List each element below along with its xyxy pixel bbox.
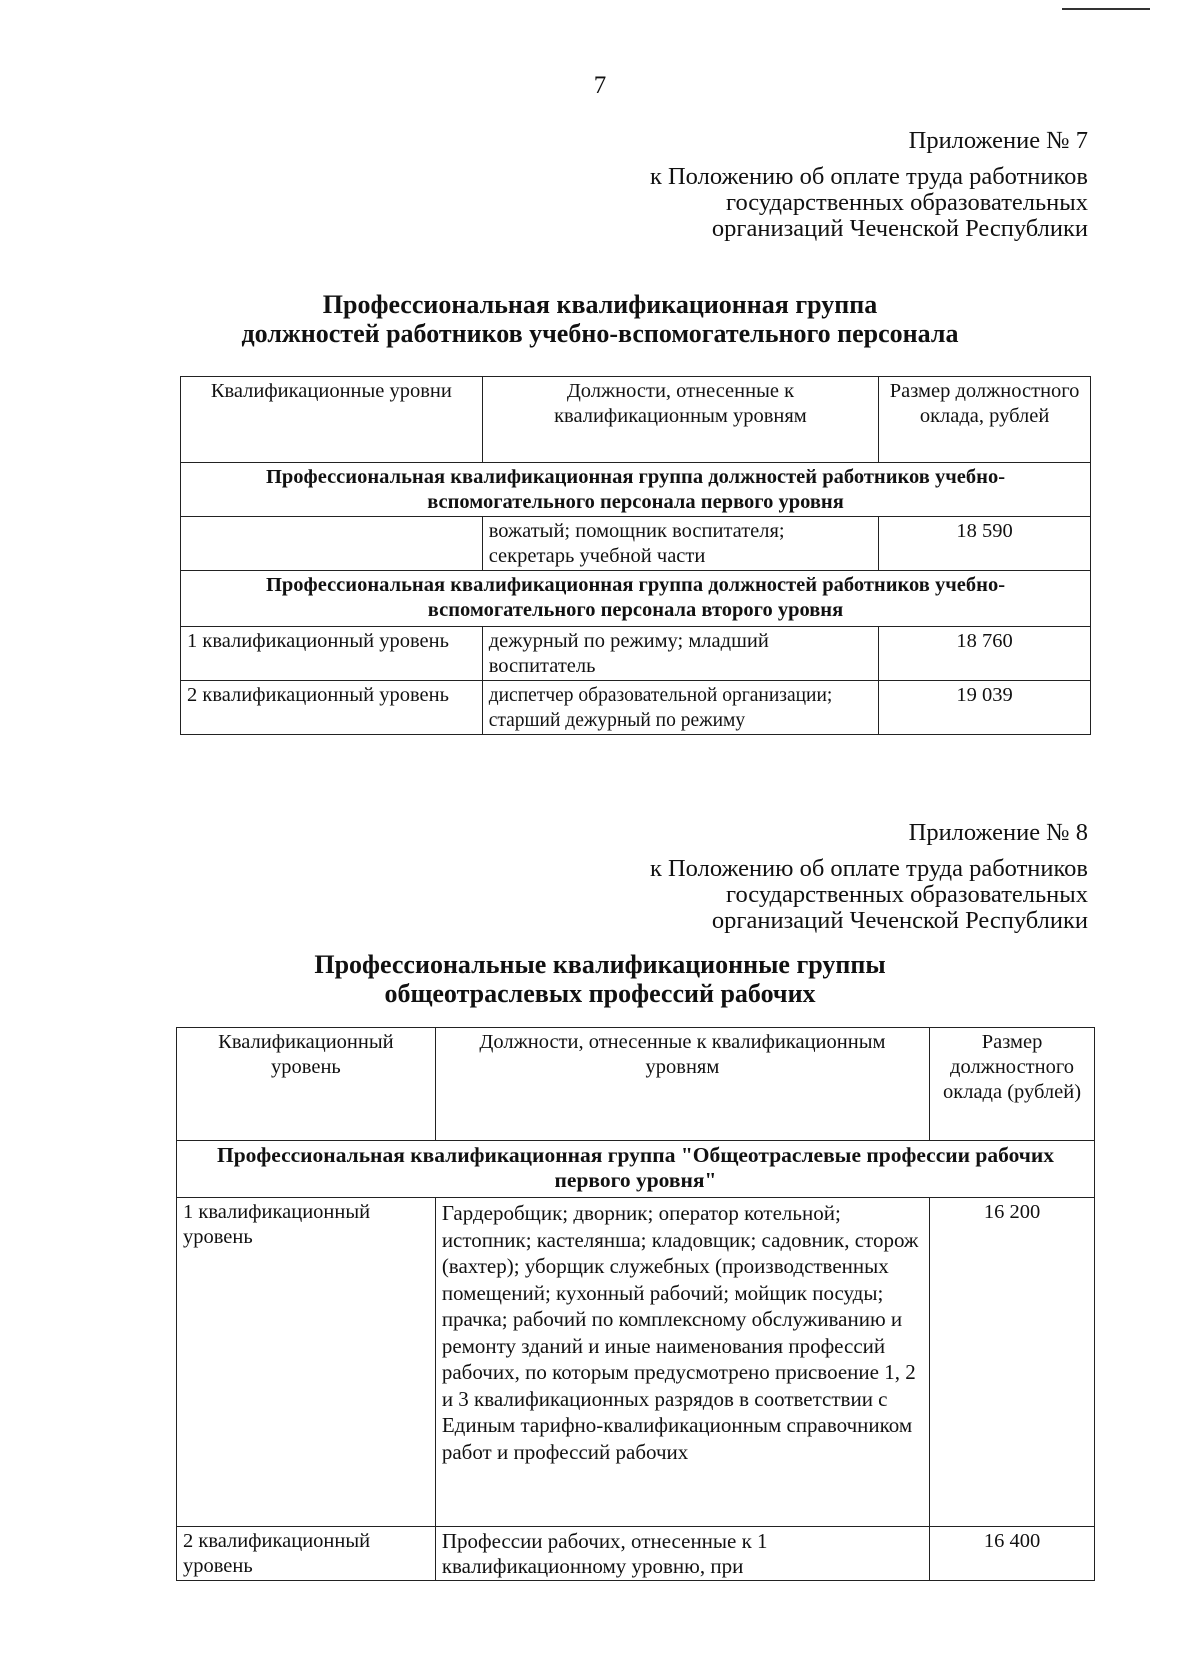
appendix-7-line: государственных образовательных (726, 189, 1088, 216)
salary-cell: 18 590 (879, 517, 1091, 571)
appendix-7-line: организаций Чеченской Республики (711, 215, 1088, 242)
salary-cell: 18 760 (879, 627, 1091, 681)
table-row (181, 517, 1091, 571)
salary-cell: 16 400 (930, 1527, 1095, 1581)
appendix-8-number: Приложение № 8 (908, 819, 1088, 846)
appendix-7-title (0, 290, 1200, 348)
header-cell-positions: Должности, отнесенные к квалификационным уровням (482, 377, 878, 463)
table-header-row (177, 1028, 1095, 1141)
group-row (177, 1141, 1095, 1198)
table-row (181, 681, 1091, 735)
positions-cell: Гардеробщик; дворник; оператор котельной; истопник; кастелянша; кладовщик; садовник, сторож (вахтер); уборщик служебных (производственных помещений; кухонный рабочий; мойщик посуды; прачка; рабочий по комплексному обслуживанию и ремонту зданий и иные наименования профессий рабочих, по которым предусмотрено присвоение 1, 2 и 3 квалификационных разрядов в соответствии с Единым тарифно-квалификационным справочником работ и профессий рабочих (435, 1198, 929, 1527)
appendix-8-header (650, 820, 1088, 934)
positions-cell: дежурный по режиму; младший воспитатель (482, 627, 878, 681)
title-line: общеотраслевых профессий рабочих (384, 979, 816, 1008)
table-row (177, 1198, 1095, 1527)
table-row (181, 627, 1091, 681)
table-row (177, 1527, 1095, 1581)
positions-cell: Профессии рабочих, отнесенные к 1 квалификационному уровню, при (435, 1527, 929, 1581)
salary-cell: 19 039 (879, 681, 1091, 735)
title-line: Профессиональные квалификационные группы (314, 950, 886, 979)
appendix-8-title (0, 950, 1200, 1008)
appendix-7-table (180, 376, 1091, 735)
group-row (181, 463, 1091, 517)
group-title: Профессиональная квалификационная группа должностей работников учебно-вспомогательного персонала первого уровня (181, 463, 1091, 517)
group-title: Профессиональная квалификационная группа должностей работников учебно-вспомогательного персонала второго уровня (181, 571, 1091, 627)
title-line: должностей работников учебно-вспомогательного персонала (241, 319, 959, 348)
positions-cell: вожатый; помощник воспитателя; секретарь учебной части (482, 517, 878, 571)
header-cell-salary: Размер должностного оклада (рублей) (930, 1028, 1095, 1141)
page-number: 7 (593, 72, 607, 99)
header-cell-positions: Должности, отнесенные к квалификационным уровням (435, 1028, 929, 1141)
header-cell-level: Квалификационный уровень (177, 1028, 436, 1141)
header-cell-level: Квалификационные уровни (181, 377, 483, 463)
group-row (181, 571, 1091, 627)
table-header-row (181, 377, 1091, 463)
salary-cell: 16 200 (930, 1198, 1095, 1527)
level-cell: 2 квалификационный уровень (177, 1527, 436, 1581)
appendix-8-line: государственных образовательных (726, 881, 1088, 908)
appendix-7-header (650, 128, 1088, 242)
corner-rule (1062, 8, 1150, 10)
appendix-7-number: Приложение № 7 (908, 127, 1088, 154)
appendix-8-line: организаций Чеченской Республики (711, 907, 1088, 934)
positions-cell: диспетчер образовательной организации; старший дежурный по режиму (482, 681, 878, 735)
level-cell (181, 517, 483, 571)
appendix-7-line: к Положению об оплате труда работников (649, 163, 1088, 190)
level-cell: 1 квалификационный уровень (177, 1198, 436, 1527)
appendix-8-line: к Положению об оплате труда работников (649, 855, 1088, 882)
level-cell: 2 квалификационный уровень (181, 681, 483, 735)
appendix-8-table (176, 1027, 1095, 1581)
group-title: Профессиональная квалификационная группа "Общеотраслевые профессии рабочих первого уровня" (177, 1141, 1095, 1198)
level-cell: 1 квалификационный уровень (181, 627, 483, 681)
header-cell-salary: Размер должностного оклада, рублей (879, 377, 1091, 463)
title-line: Профессиональная квалификационная группа (322, 290, 878, 319)
